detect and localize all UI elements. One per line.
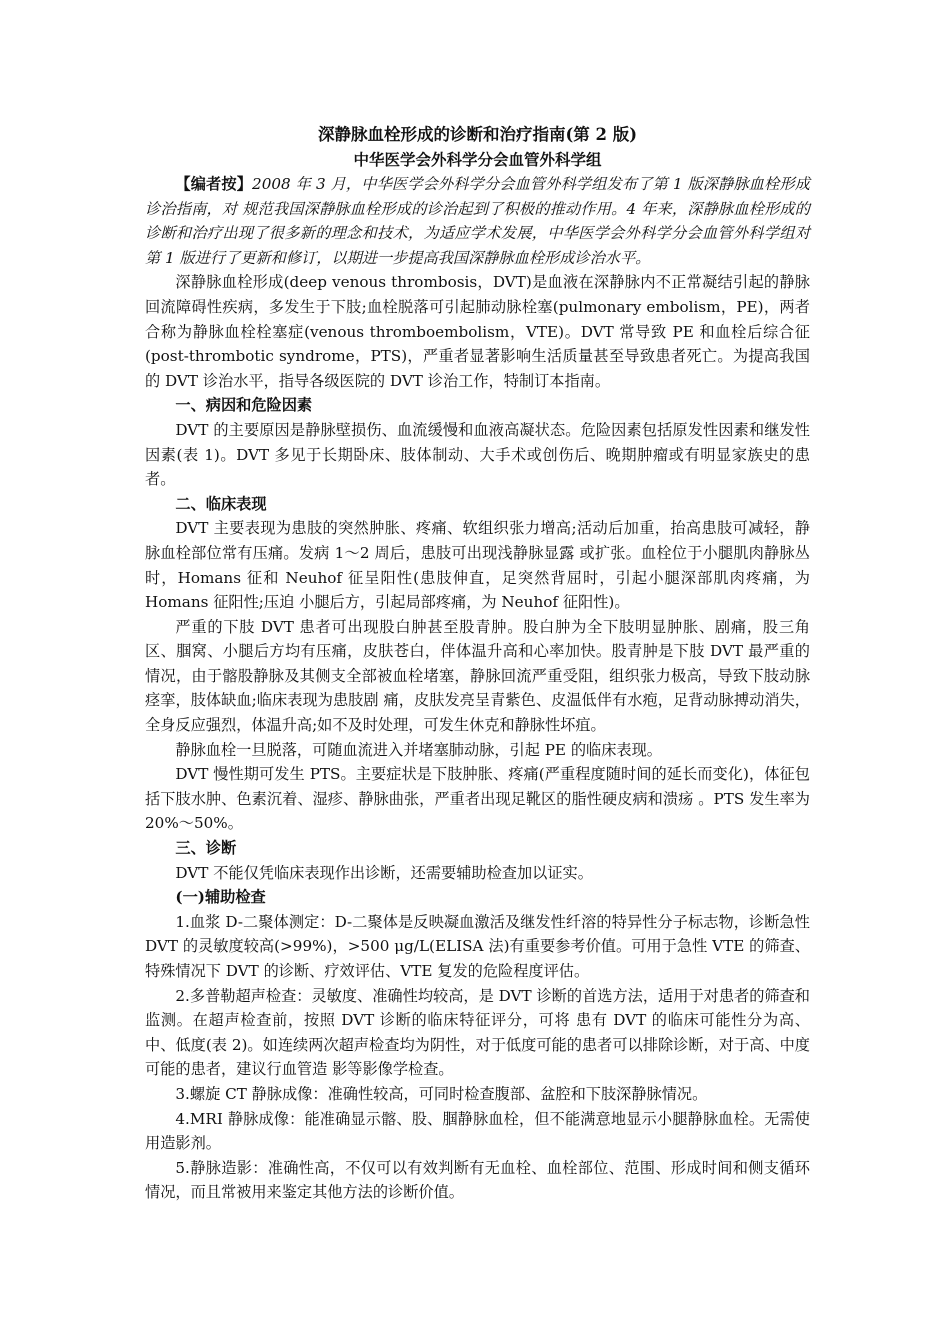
document-page — [145, 120, 810, 1205]
list-item: 4.MRI 静脉成像：能准确显示髂、股、腘静脉血栓，但不能满意地显示小腿静脉血栓。无需使用造影剂。 — [145, 1109, 810, 1153]
editor-note — [145, 172, 810, 270]
paragraph: 严重的下肢 DVT 患者可出现股白肿甚至股青肿。股白肿为全下肢明显肿胀、剧痛，股三角区、腘窝、小腿后方均有压痛，皮肤苍白，伴体温升高和心率加快。股青肿是下肢 DVT 最严重的情况，由于髂股静脉及其侧支全部被血栓堵塞，静脉回流严重受阻，组织张力极高，导致下肢动脉痉挛，肢体缺血;临床表现为患肢剧 痛，皮肤发亮呈青紫色、皮温低伴有水疱，足背动脉搏动消失，全身反应强烈，体温升高;如不及时处理，可发生休克和静脉性坏疽。 — [145, 617, 810, 735]
section-heading-causes: 一、病因和危险因素 — [175, 396, 313, 415]
paragraph: 静脉血栓一旦脱落，可随血流进入并堵塞肺动脉，引起 PE 的临床表现。 — [175, 740, 662, 759]
list-item: 3.螺旋 CT 静脉成像：准确性较高，可同时检查腹部、盆腔和下肢深静脉情况。 — [175, 1084, 708, 1103]
editor-note-text: 2008 年 3 月，中华医学会外科学分会血管外科学组发布了第 1 版深静脉血栓形成诊治指南，对 规范我国深静脉血栓形成的诊治起到了积极的推动作用。4 年来，深静脉血栓形成的诊断和治疗出现了很多新的理念和技术，为适应学术发展，中华医学会外科学分会血管外科学组对第 1 版进行了更新和修订，以期进一步提高我国深静脉血栓形成诊治水平。 — [145, 175, 810, 267]
paragraph: DVT 慢性期可发生 PTS。主要症状是下肢肿胀、疼痛(严重程度随时间的延长而变化)，体征包括下肢水肿、色素沉着、湿疹、静脉曲张，严重者出现足靴区的脂性硬皮病和溃疡 。PTS 发生率为 20%～50%。 — [145, 765, 810, 833]
paragraph: DVT 主要表现为患肢的突然肿胀、疼痛、软组织张力增高;活动后加重，抬高患肢可减轻，静脉血栓部位常有压痛。发病 1～2 周后，患肢可出现浅静脉显露 或扩张。血栓位于小腿肌肉静脉丛时，Homans 征和 Neuhof 征呈阳性(患肢伸直，足突然背屈时，引起小腿深部肌肉疼痛，为 Homans 征阳性;压迫 小腿后方，引起局部疼痛，为 Neuhof 征阳性)。 — [145, 519, 810, 612]
document-author: 中华医学会外科学分会血管外科学组 — [353, 150, 602, 169]
editor-note-label: 【编者按】 — [175, 175, 253, 193]
subsection-heading-aux-exams: (一)辅助检查 — [175, 888, 266, 907]
section-heading-diagnosis: 三、诊断 — [175, 839, 237, 858]
list-item: 2.多普勒超声检查：灵敏度、准确性均较高，是 DVT 诊断的首选方法，适用于对患者的筛查和监测。在超声检查前，按照 DVT 诊断的临床特征评分，可将 患有 DVT 的临床可能性分为高、中、低度(表 2)。如连续两次超声检查均为阴性，对于低度可能的患者可以排除诊断，对于高、中度可能的患者，建议行血管造 影等影像学检查。 — [145, 986, 810, 1079]
paragraph: DVT 不能仅凭临床表现作出诊断，还需要辅助检查加以证实。 — [175, 863, 593, 882]
intro-paragraph: 深静脉血栓形成(deep venous thrombosis，DVT)是血液在深静脉内不正常凝结引起的静脉回流障碍性疾病，多发生于下肢;血栓脱落可引起肺动脉栓塞(pulmonary embolism，PE)，两者合称为静脉血栓栓塞症(venous thromboembolism，VTE)。DVT 常导致 PE 和血栓后综合征(post-thrombotic syndrome，PTS)，严重者显著影响生活质量甚至导致患者死亡。为提高我国的 DVT 诊治水平，指导各级医院的 DVT 诊治工作，特制订本指南。 — [145, 273, 810, 390]
list-item: 5.静脉造影：准确性高，不仅可以有效判断有无血栓、血栓部位、范围、形成时间和侧支循环情况，而且常被用来鉴定其他方法的诊断价值。 — [145, 1158, 810, 1202]
list-item: 1.血浆 D-二聚体测定：D-二聚体是反映凝血激活及继发性纤溶的特异性分子标志物，诊断急性 DVT 的灵敏度较高(>99%)，>500 μg/L(ELISA 法)有重要参考价值。可用于急性 VTE 的筛查、特殊情况下 DVT 的诊断、疗效评估、VTE 复发的危险程度评估。 — [145, 912, 810, 980]
paragraph: DVT 的主要原因是静脉壁损伤、血流缓慢和血液高凝状态。危险因素包括原发性因素和继发性因素(表 1)。DVT 多见于长期卧床、肢体制动、大手术或创伤后、晚期肿瘤或有明显家族史的患者。 — [145, 420, 810, 489]
section-heading-clinical: 二、临床表现 — [175, 494, 267, 513]
document-title: 深静脉血栓形成的诊断和治疗指南(第 2 版) — [317, 125, 638, 144]
